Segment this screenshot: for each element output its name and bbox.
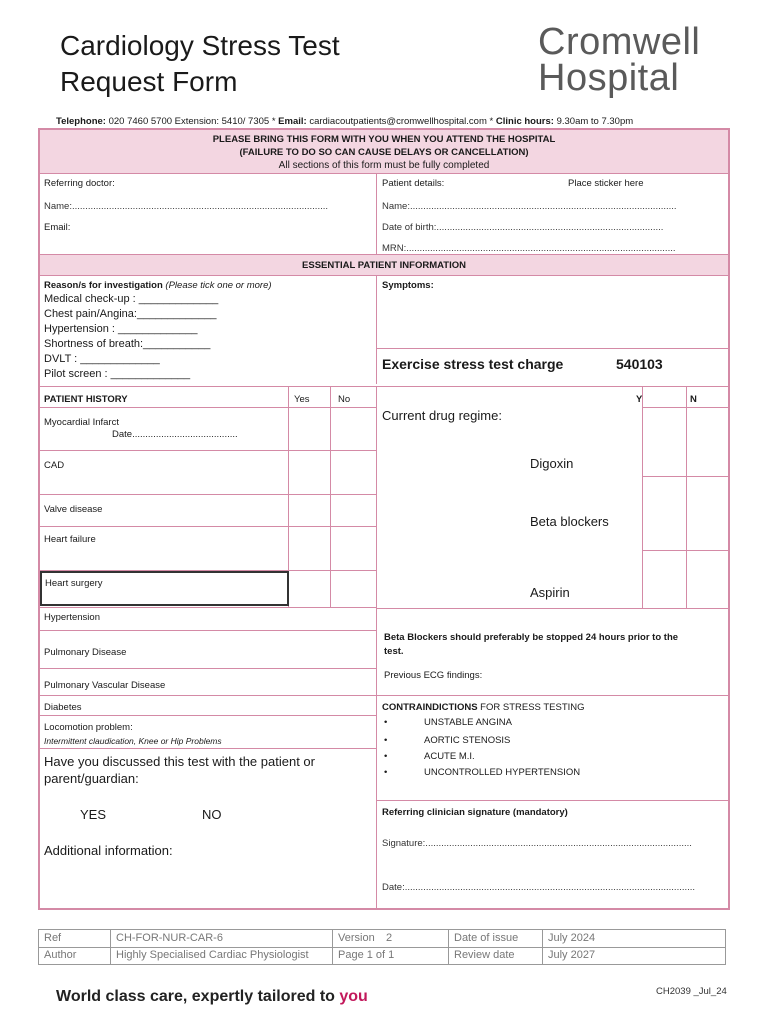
tagline-you: you [339, 988, 368, 1005]
notice-line-3: All sections of this form must be fully completed [278, 160, 490, 171]
title-line-1: Cardiology Stress Test [60, 30, 340, 61]
hospital-logo [538, 21, 701, 99]
author-label: Author [39, 947, 111, 965]
charge-label: Exercise stress test charge [382, 356, 564, 372]
referrer-name-field[interactable]: Name:................................................................................................. [44, 201, 329, 212]
notice-line-2: (FAILURE TO DO SO CAN CAUSE DELAYS OR CANCELLATION) [239, 147, 529, 158]
bullet: • [384, 735, 388, 746]
reason-item[interactable]: Medical check-up : _____________ [44, 293, 219, 305]
beta-blocker-note-2: test. [384, 646, 404, 657]
reasons-heading-hint: (Please tick one or more) [165, 280, 272, 291]
symptoms-label: Symptoms: [382, 280, 434, 291]
patient-name-field[interactable]: Name:..................................................................................................... [382, 201, 677, 212]
reason-item[interactable]: DVLT : _____________ [44, 353, 160, 365]
discussion-yes-option[interactable]: YES [80, 807, 107, 822]
drug-item: Beta blockers [530, 514, 609, 529]
drug-n-header: N [690, 394, 697, 405]
review-value: July 2027 [548, 949, 596, 961]
history-no-header: No [338, 394, 351, 405]
contraindications-heading-bold: CONTRAINDICTIONS [382, 702, 478, 713]
notice-line-1: PLEASE BRING THIS FORM WITH YOU WHEN YOU ATTEND THE HOSPITAL [212, 134, 556, 145]
ref-value: CH-FOR-NUR-CAR-6 [111, 930, 333, 948]
patient-mrn-field[interactable]: MRN:...................................................................................................... [382, 243, 676, 254]
history-item: Myocardial Infarct [44, 417, 119, 428]
previous-ecg-label[interactable]: Previous ECG findings: [384, 670, 483, 681]
email-value: cardiacoutpatients@cromwellhospital.com * [309, 116, 494, 127]
history-yes-header: Yes [294, 394, 310, 405]
contact-line [56, 116, 633, 127]
version-label: Version [333, 930, 381, 948]
reason-item[interactable]: Pilot screen : _____________ [44, 368, 191, 380]
reasons-heading [44, 280, 272, 291]
signature-date-field[interactable]: Date:.............................................................................................................. [382, 882, 696, 893]
telephone-value: 020 7460 5700 Extension: 5410/ 7305 * [108, 116, 276, 127]
history-item: Valve disease [44, 504, 103, 515]
history-item: Locomotion problem: [44, 722, 133, 733]
bullet: • [384, 751, 388, 762]
discussion-question-1: Have you discussed this test with the patient or [44, 754, 315, 769]
clinic-hours-value: 9.30am to 7.30pm [556, 116, 634, 127]
document-control-table [38, 929, 726, 965]
mi-date-field[interactable]: Date........................................ [112, 429, 238, 440]
essential-info-heading: ESSENTIAL PATIENT INFORMATION [302, 260, 466, 271]
review-label: Review date [449, 947, 543, 965]
history-item: Pulmonary Vascular Disease [44, 680, 166, 691]
contraindications-heading [382, 702, 585, 713]
author-value: Highly Specialised Cardiac Physiologist [111, 947, 333, 965]
referrer-email-field[interactable]: Email: [44, 222, 71, 233]
additional-info-label: Additional information: [44, 843, 173, 858]
discussion-no-option[interactable]: NO [202, 807, 222, 822]
locomotion-subtext: Intermittent claudication, Knee or Hip Problems [44, 736, 222, 746]
reasons-heading-bold: Reason/s for investigation [44, 280, 163, 291]
email-label: Email: [278, 116, 307, 127]
contraindication-item: UNCONTROLLED HYPERTENSION [424, 767, 581, 778]
drug-item: Aspirin [530, 585, 570, 600]
page-value: Page 1 of 1 [333, 947, 449, 965]
clinician-signature-heading: Referring clinician signature (mandatory) [382, 807, 568, 818]
version-value: 2 [381, 930, 449, 948]
beta-blocker-note: Beta Blockers should preferably be stopped 24 hours prior to the [384, 632, 679, 643]
drug-regime-heading: Current drug regime: [382, 408, 502, 423]
discussion-question-2: parent/guardian: [44, 771, 139, 786]
ref-label: Ref [39, 930, 111, 948]
form-title [60, 28, 340, 100]
logo-line-2: Hospital [538, 57, 680, 99]
footer-tagline [56, 988, 368, 1006]
sticker-label: Place sticker here [568, 178, 644, 189]
patient-history-heading: PATIENT HISTORY [44, 394, 128, 405]
issue-label: Date of issue [449, 930, 543, 948]
bullet: • [384, 717, 388, 728]
history-item: Diabetes [44, 702, 82, 713]
patient-dob-field[interactable]: Date of birth:...................................................................................... [382, 222, 664, 233]
drug-item: Digoxin [530, 456, 574, 471]
logo-line-1: Cromwell [538, 21, 701, 63]
drug-y-header: Y [636, 394, 643, 405]
title-line-2: Request Form [60, 66, 238, 97]
clinic-hours-label: Clinic hours: [495, 116, 554, 127]
reason-item[interactable]: Shortness of breath:___________ [44, 338, 211, 350]
patient-details-label: Patient details: [382, 178, 445, 189]
history-item: CAD [44, 460, 65, 471]
contraindication-item: UNSTABLE ANGINA [424, 717, 512, 728]
contraindication-item: ACUTE M.I. [424, 751, 475, 762]
contraindications-heading-rest: FOR STRESS TESTING [480, 702, 585, 713]
history-item: Hypertension [44, 612, 100, 623]
issue-value: July 2024 [543, 930, 725, 948]
history-item: Pulmonary Disease [44, 647, 127, 658]
reason-item[interactable]: Chest pain/Angina:_____________ [44, 308, 217, 320]
contraindication-item: AORTIC STENOSIS [424, 735, 511, 746]
document-code: CH2039 _Jul_24 [656, 986, 727, 997]
bullet: • [384, 767, 388, 778]
form-frame [38, 128, 730, 910]
charge-code: 540103 [616, 356, 663, 372]
signature-field[interactable]: Signature:..................................................................................................... [382, 838, 692, 849]
referring-doctor-label: Referring doctor: [44, 178, 115, 189]
history-item: Heart failure [44, 534, 96, 545]
tagline-text: World class care, expertly tailored to [56, 988, 335, 1005]
telephone-label: Telephone: [56, 116, 106, 127]
history-item: Heart surgery [45, 578, 103, 589]
reason-item[interactable]: Hypertension : _____________ [44, 323, 198, 335]
